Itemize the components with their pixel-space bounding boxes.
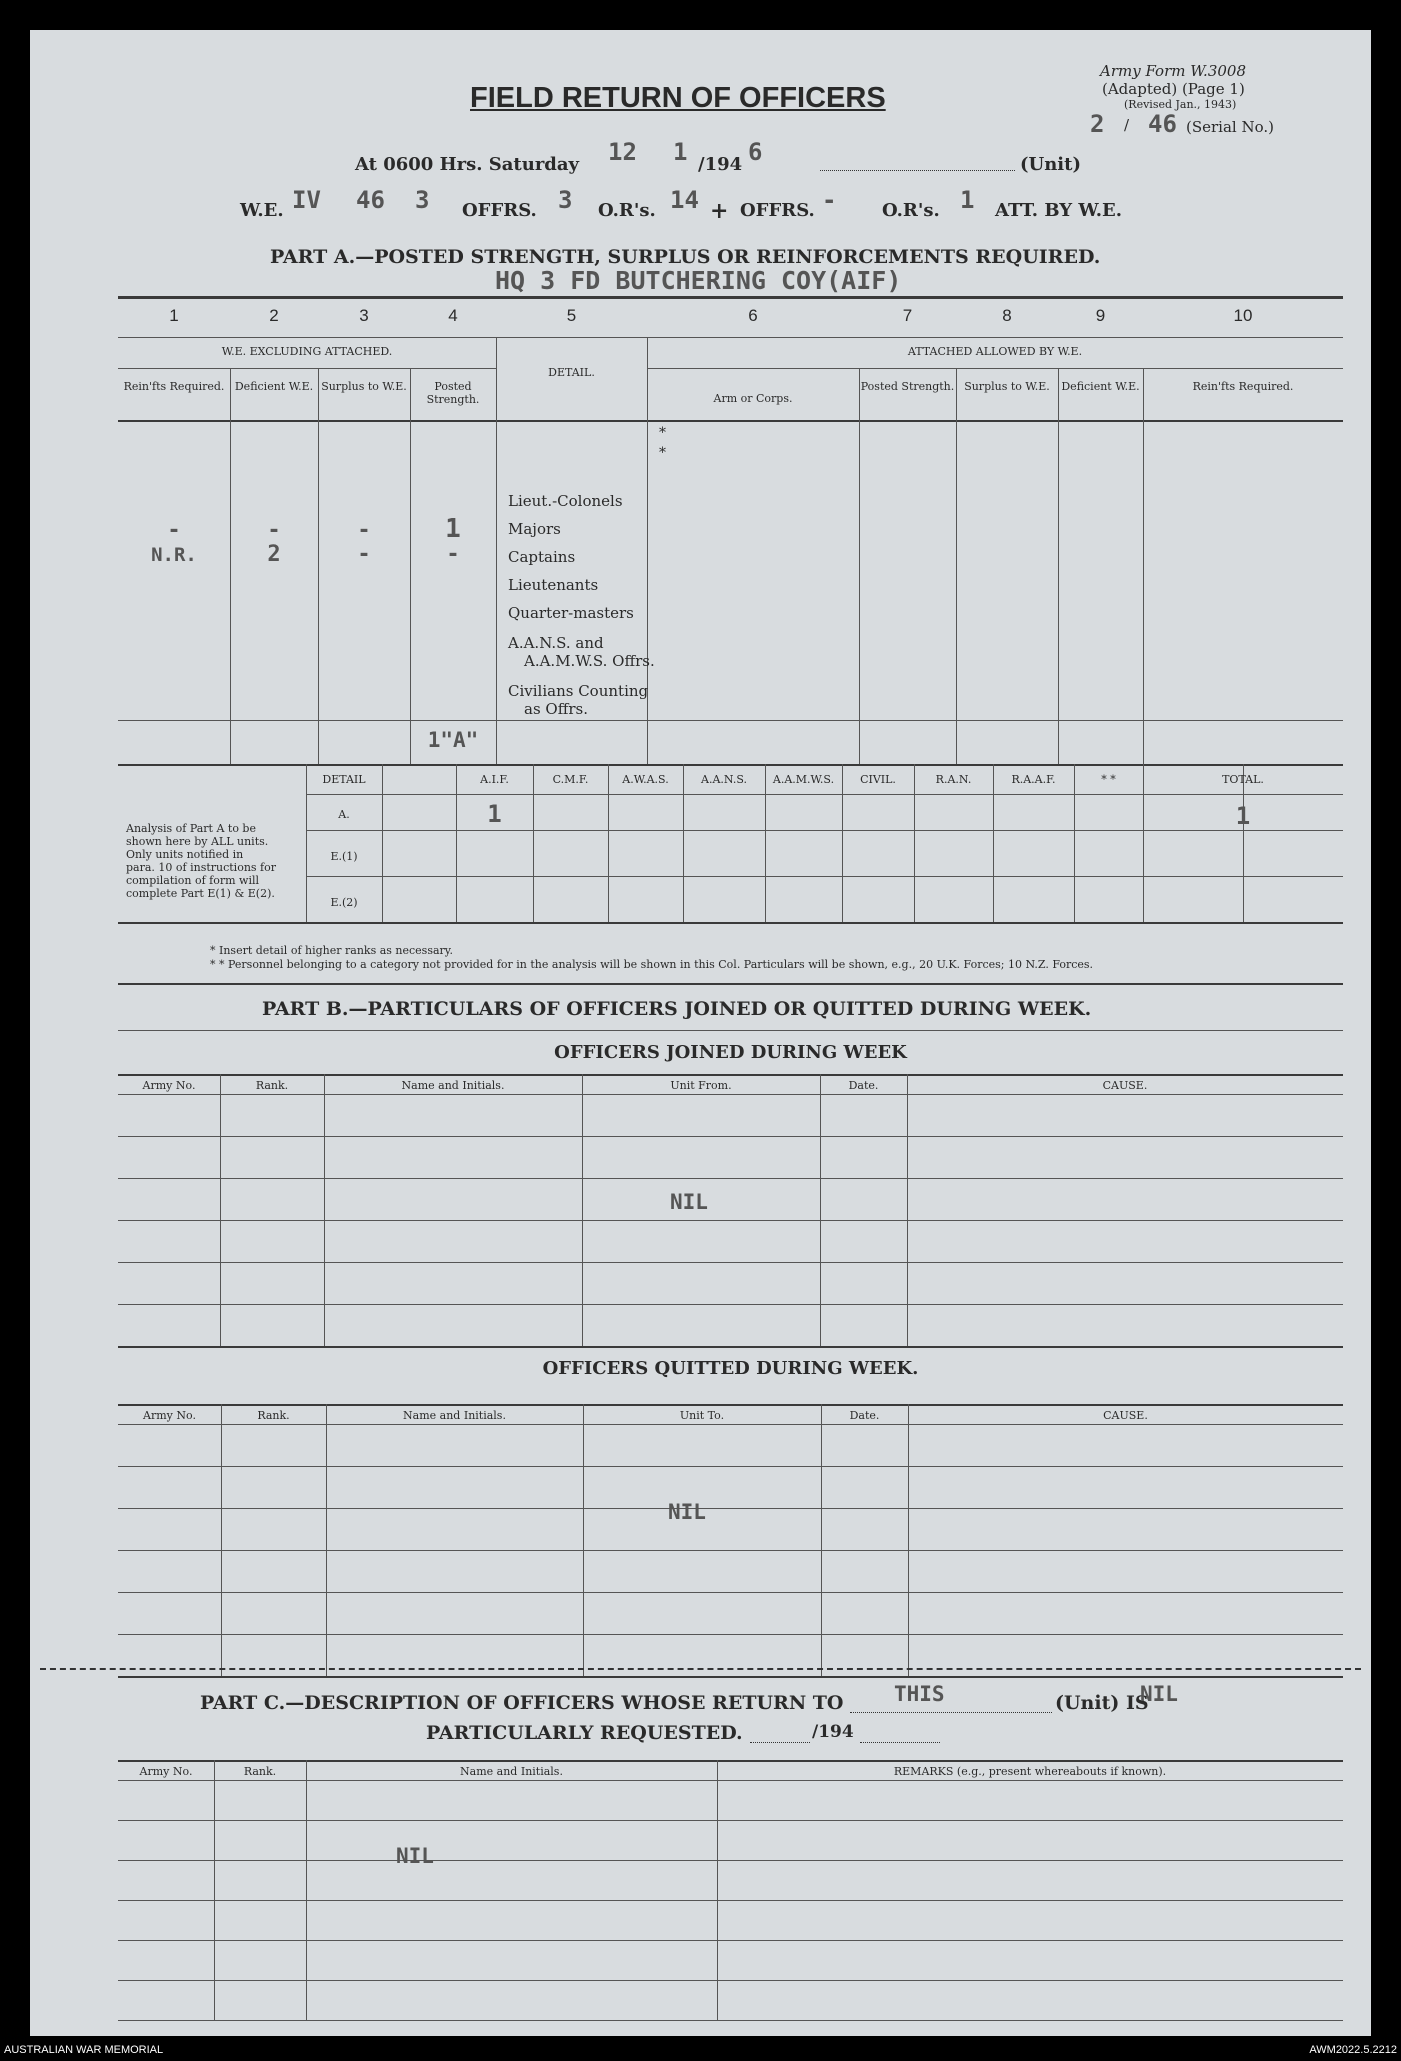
partc-header-4: REMARKS (e.g., present whereabouts if known). <box>893 1765 1167 1778</box>
joined-header-3: Name and Initials. <box>401 1079 505 1092</box>
analysis-header-8: CIVIL. <box>860 773 896 786</box>
surplus-captains: - <box>357 518 371 543</box>
footnote-2: * * Personnel belonging to a category not provided for in the analysis will be shown in this Col. Particulars will be shown, e.g., 20 U.K. Forces; 10 N.Z. Forces. <box>210 958 1094 971</box>
part-a-title: PART A.—POSTED STRENGTH, SURPLUS OR REINFORCEMENTS REQUIRED. <box>270 246 1101 268</box>
right-subhead-3: Surplus to W.E. <box>964 380 1050 393</box>
posted-total: 1"A" <box>427 728 479 752</box>
column-number-1: 1 <box>169 306 179 325</box>
we-val-3: 3 <box>415 186 430 214</box>
analysis-note-line-5: compilation of form will <box>126 874 260 887</box>
date-year-prefix: /194 <box>698 154 743 175</box>
rank-label-4: Lieutenants <box>508 576 599 594</box>
analysis-a-total: 1 <box>1235 802 1251 830</box>
analysis-header-1: DETAIL <box>322 773 366 786</box>
analysis-header-9: R.A.N. <box>935 773 972 786</box>
right-subhead-4: Deficient W.E. <box>1061 380 1140 393</box>
serial-number: 2 <box>1090 110 1105 138</box>
joined-header-6: CAUSE. <box>1102 1079 1148 1092</box>
at-hrs-label: At 0600 Hrs. Saturday <box>355 154 580 175</box>
analysis-header-12: TOTAL. <box>1222 773 1264 786</box>
column-number-5: 5 <box>566 306 577 325</box>
offrs-label: OFFRS. <box>462 200 537 221</box>
analysis-header-7: A.A.M.W.S. <box>772 773 835 786</box>
joined-nil: NIL <box>670 1190 708 1214</box>
ors-value: 14 <box>670 186 699 214</box>
partc-header-3: Name and Initials. <box>460 1765 563 1778</box>
part-c-nil: NIL <box>396 1844 434 1868</box>
date-month: 1 <box>673 138 688 166</box>
reinf-captains: - <box>167 518 181 543</box>
tear-line <box>40 1668 1361 1670</box>
footer-credit: AUSTRALIAN WAR MEMORIAL <box>4 2044 164 2056</box>
serial-slash: / <box>1124 116 1130 134</box>
date-year-digit: 6 <box>748 138 763 166</box>
attached-allowed-heading: ATTACHED ALLOWED BY W.E. <box>907 345 1083 358</box>
footer-reference: AWM2022.5.2212 <box>1309 2044 1397 2056</box>
unit-dotted-line <box>820 170 1015 171</box>
army-form-label: Army Form W.3008 <box>1100 62 1246 80</box>
posted-lieutenants: - <box>446 542 460 567</box>
rank-label-2: Majors <box>508 520 561 538</box>
analysis-note-line-1: Analysis of Part A to be <box>126 822 256 835</box>
right-subhead-5: Rein'fts Required. <box>1192 380 1294 393</box>
asterisk-1: * <box>659 425 666 441</box>
form-paper <box>30 30 1371 2036</box>
joined-title: OFFICERS JOINED DURING WEEK <box>554 1042 907 1063</box>
analysis-a-aif: 1 <box>487 800 502 828</box>
revised-label: (Revised Jan., 1943) <box>1124 98 1237 111</box>
joined-header-1: Army No. <box>142 1079 196 1092</box>
ors2-label: O.R's. <box>882 200 940 221</box>
right-subhead-1: Arm or Corps. <box>713 392 793 405</box>
we-excluding-attached-heading: W.E. EXCLUDING ATTACHED. <box>221 345 393 358</box>
rank-label-8: Civilians Counting <box>508 682 649 700</box>
left-subhead-4: Posted Strength. <box>426 380 480 406</box>
quitted-header-6: CAUSE. <box>1103 1409 1148 1422</box>
analysis-row-label-1: A. <box>338 808 350 821</box>
analysis-header-5: A.W.A.S. <box>622 773 669 786</box>
quitted-header-2: Rank. <box>257 1409 290 1422</box>
part-c-unit-is: (Unit) IS <box>1055 1692 1149 1714</box>
analysis-header-3: A.I.F. <box>480 773 509 786</box>
part-c-title: PART C.—DESCRIPTION OF OFFICERS WHOSE RETURN TO <box>200 1692 844 1714</box>
left-subhead-2: Deficient W.E. <box>234 380 314 393</box>
analysis-note-line-3: Only units notified in <box>126 848 244 861</box>
analysis-header-4: C.M.F. <box>552 773 589 786</box>
asterisk-2: * <box>659 445 666 461</box>
offrs-value: 3 <box>558 186 573 214</box>
we-label: W.E. <box>240 200 284 221</box>
left-subhead-1: Rein'fts Required. <box>123 380 225 393</box>
date-day: 12 <box>608 138 637 166</box>
rank-label-9: as Offrs. <box>524 700 588 718</box>
form-title: FIELD RETURN OF OFFICERS <box>470 82 886 114</box>
column-number-8: 8 <box>1002 306 1012 325</box>
ors-label: O.R's. <box>598 200 656 221</box>
rank-label-7: A.A.M.W.S. Offrs. <box>524 652 655 670</box>
footnote-1: * Insert detail of higher ranks as necessary. <box>210 944 454 957</box>
column-number-6: 6 <box>748 306 758 325</box>
quitted-header-3: Name and Initials. <box>403 1409 506 1422</box>
right-subhead-2: Posted Strength. <box>860 380 955 393</box>
posted-captains: 1 <box>445 514 461 544</box>
unit-label: (Unit) <box>1020 154 1081 175</box>
serial-label: (Serial No.) <box>1186 118 1274 136</box>
quitted-nil: NIL <box>668 1500 706 1524</box>
offrs2-label: OFFRS. <box>740 200 815 221</box>
joined-header-5: Date. <box>848 1079 879 1092</box>
adapted-label: (Adapted) (Page 1) <box>1102 80 1245 98</box>
column-number-4: 4 <box>448 306 458 325</box>
quitted-header-1: Army No. <box>143 1409 196 1422</box>
part-b-title: PART B.—PARTICULARS OF OFFICERS JOINED OR QUITTED DURING WEEK. <box>262 998 1092 1020</box>
analysis-header-6: A.A.N.S. <box>701 773 747 786</box>
quitted-title: OFFICERS QUITTED DURING WEEK. <box>542 1358 919 1379</box>
analysis-row-label-3: E.(2) <box>330 896 358 909</box>
deficient-captains: - <box>267 518 281 543</box>
partc-header-1: Army No. <box>139 1765 193 1778</box>
column-number-2: 2 <box>269 306 279 325</box>
column-number-3: 3 <box>359 306 369 325</box>
surplus-lieutenants: - <box>357 542 371 567</box>
ors2-value: 1 <box>960 186 975 214</box>
we-val-2: 46 <box>356 186 385 214</box>
partc-header-2: Rank. <box>243 1765 277 1778</box>
att-by-we-label: ATT. BY W.E. <box>995 200 1123 221</box>
part-c-date: /194 <box>812 1722 854 1742</box>
part-c-nil-typed: NIL <box>1140 1682 1178 1706</box>
analysis-note-line-2: shown here by ALL units. <box>126 835 269 848</box>
column-number-9: 9 <box>1095 306 1106 325</box>
joined-header-2: Rank. <box>255 1079 289 1092</box>
quitted-header-5: Date. <box>849 1409 880 1422</box>
plus-sign: + <box>710 198 729 224</box>
rank-label-1: Lieut.-Colonels <box>508 492 623 510</box>
detail-heading: DETAIL. <box>548 366 595 379</box>
part-a-unit-typed: HQ 3 FD BUTCHERING COY(AIF) <box>495 266 902 295</box>
part-c-this: THIS <box>894 1682 945 1706</box>
left-subhead-3: Surplus to W.E. <box>321 380 407 393</box>
part-c-title-b: PARTICULARLY REQUESTED. <box>426 1722 743 1744</box>
analysis-note-line-6: complete Part E(1) & E(2). <box>126 887 275 900</box>
offrs2-value: - <box>822 186 837 214</box>
rank-label-3: Captains <box>508 548 576 566</box>
analysis-note-line-4: para. 10 of instructions for <box>126 861 277 874</box>
analysis-header-11: * * <box>1101 773 1116 786</box>
quitted-header-4: Unit To. <box>679 1409 725 1422</box>
column-number-10: 10 <box>1233 306 1253 325</box>
we-val-1: IV <box>292 186 321 214</box>
analysis-row-label-2: E.(1) <box>330 850 358 863</box>
reinf-lieutenants: N.R. <box>151 544 197 566</box>
column-number-7: 7 <box>902 306 913 325</box>
rank-label-5: Quarter-masters <box>508 604 634 622</box>
serial-year: 46 <box>1148 110 1177 138</box>
joined-header-4: Unit From. <box>670 1079 732 1092</box>
deficient-lieutenants: 2 <box>267 542 281 567</box>
rank-label-6: A.A.N.S. and <box>508 634 604 652</box>
analysis-header-10: R.A.A.F. <box>1011 773 1056 786</box>
